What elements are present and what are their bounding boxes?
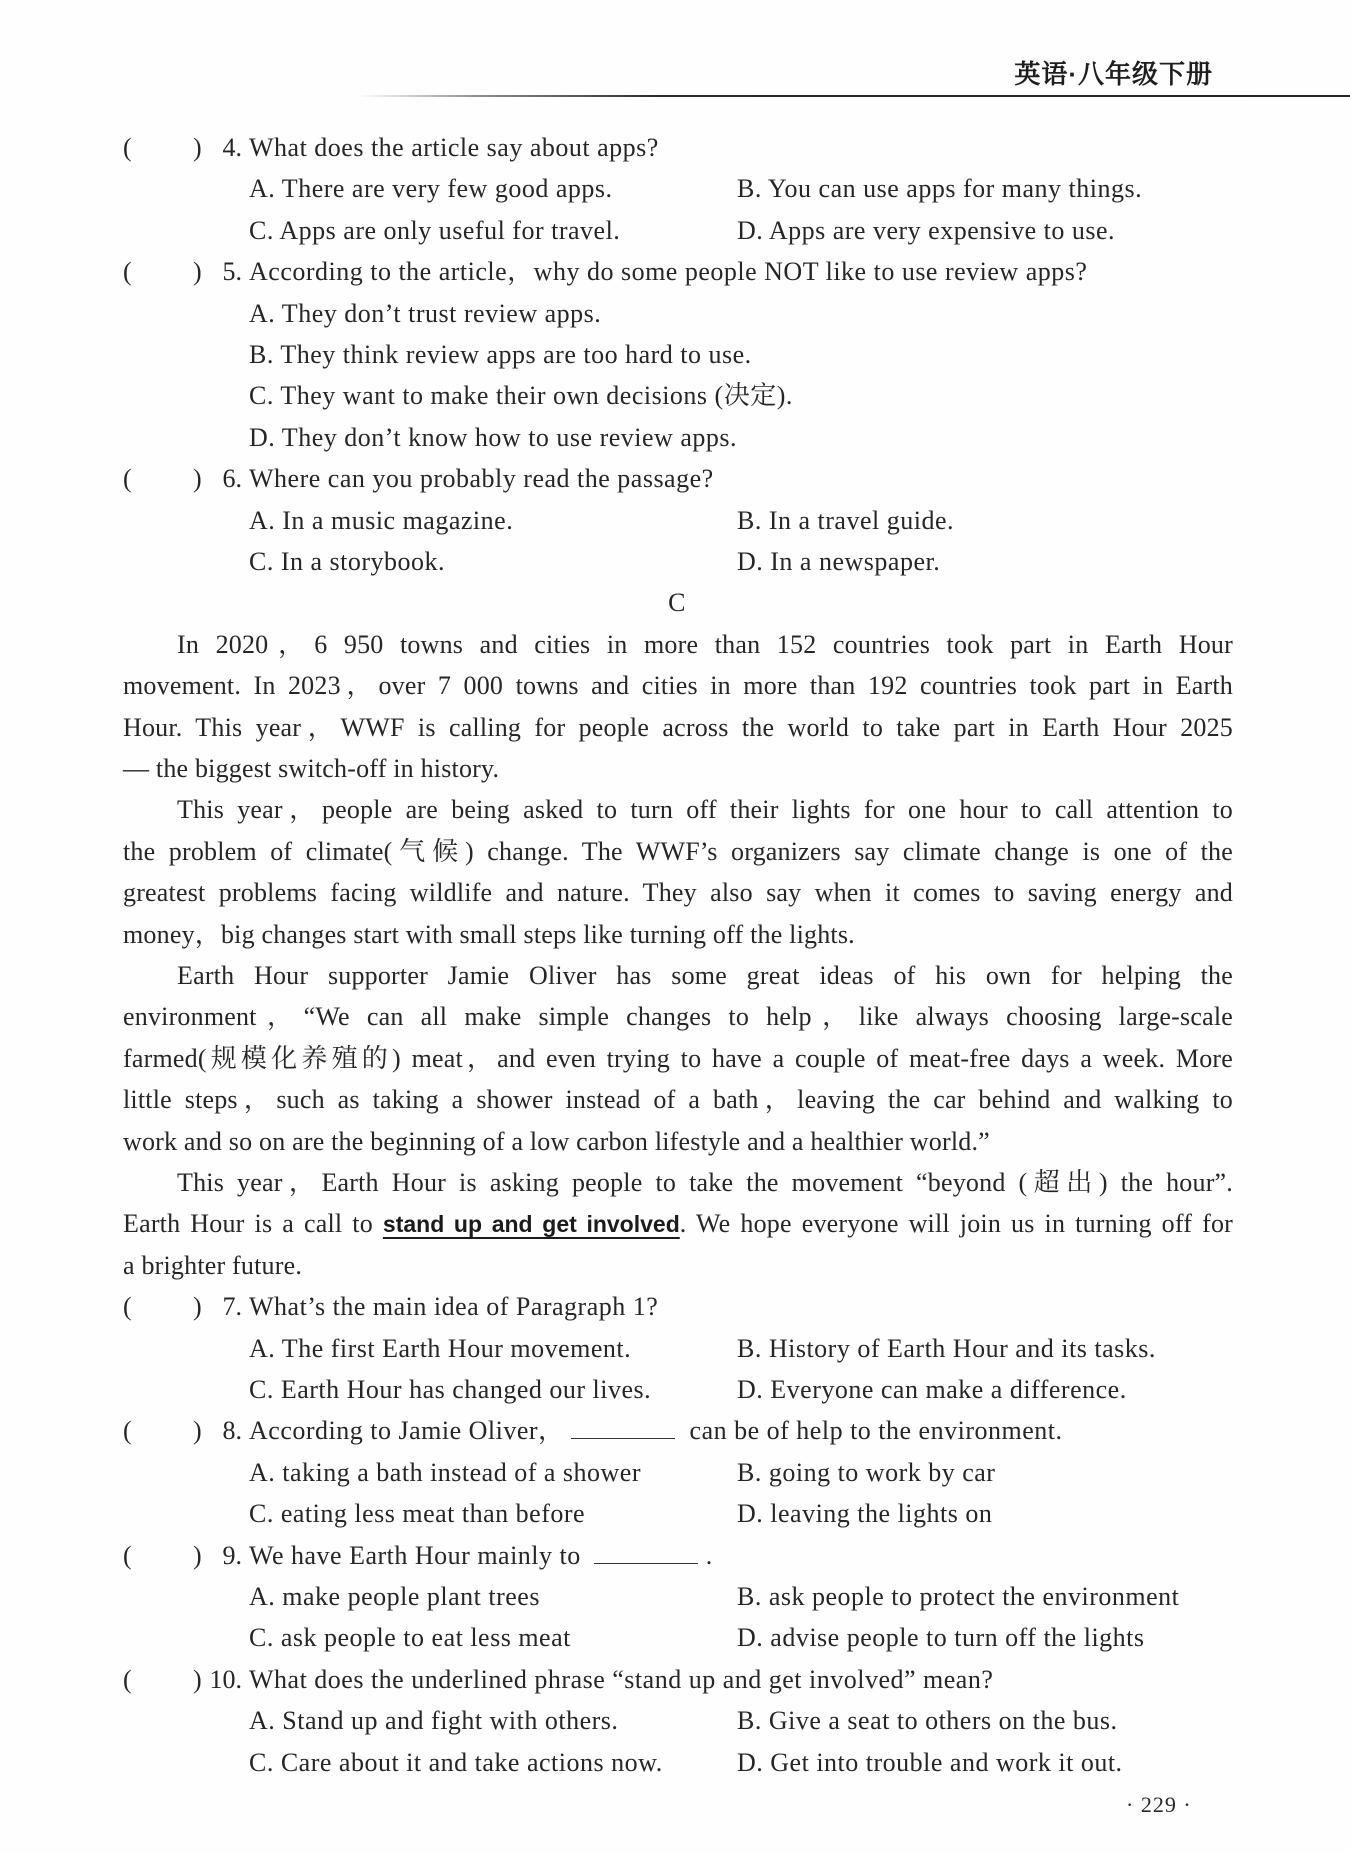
answer-option: C. Care about it and take actions now. bbox=[249, 1747, 663, 1777]
question-stem: What’s the main idea of Paragraph 1? bbox=[249, 1292, 659, 1322]
answer-bracket-open: ( bbox=[123, 1292, 133, 1322]
options-row bbox=[0, 1452, 1350, 1493]
question-number: 10. bbox=[209, 1664, 242, 1694]
options-row bbox=[0, 293, 1350, 334]
options-row bbox=[0, 210, 1350, 251]
options-row bbox=[0, 417, 1350, 458]
question-stem-row bbox=[0, 1410, 1350, 1451]
answer-option: D. In a newspaper. bbox=[737, 547, 941, 576]
answer-option: D. Get into trouble and work it out. bbox=[737, 1747, 1123, 1777]
question-stem: According to the article，why do some people NOT like to use review apps? bbox=[249, 257, 1088, 287]
question-stem-row bbox=[0, 127, 1350, 168]
answer-bracket-open: ( bbox=[123, 133, 133, 162]
paragraph-line: This year，Earth Hour is asking people to take the movement “beyond (超出) the hour”. bbox=[177, 1168, 1233, 1197]
answer-option: A. make people plant trees bbox=[249, 1582, 540, 1611]
answer-bracket-open: ( bbox=[123, 1664, 133, 1694]
answer-option: C. eating less meat than before bbox=[249, 1499, 586, 1529]
paragraph-line: environment，“We can all make simple changes to help，like always choosing large-scale bbox=[123, 1002, 1233, 1032]
paragraph-line: farmed(规模化养殖的) meat，and even trying to have a couple of meat-free days a week. More bbox=[123, 1043, 1233, 1073]
options-row bbox=[0, 334, 1350, 375]
options-row bbox=[0, 1576, 1350, 1617]
answer-option: B. ask people to protect the environment bbox=[737, 1582, 1180, 1611]
paragraph-line: money，big changes start with small steps like turning off the lights. bbox=[123, 919, 855, 949]
answer-option: B. going to work by car bbox=[737, 1457, 996, 1487]
paragraph-line: greatest problems facing wildlife and nature. They also say when it comes to saving energy and bbox=[123, 878, 1233, 908]
paragraph-line: Earth Hour supporter Jamie Oliver has some great ideas of his own for helping the bbox=[177, 961, 1233, 990]
answer-option: A. The first Earth Hour movement. bbox=[249, 1333, 632, 1363]
paragraph-line: — the biggest switch-off in history. bbox=[123, 754, 500, 783]
answer-option: C. In a storybook. bbox=[249, 547, 446, 576]
options-row bbox=[0, 1493, 1350, 1534]
answer-blank bbox=[571, 1414, 675, 1439]
page-number: · 229 · bbox=[1126, 1792, 1192, 1817]
question-number: 6. bbox=[222, 464, 242, 494]
answer-bracket-open: ( bbox=[123, 1540, 133, 1570]
answer-bracket-open: ( bbox=[123, 257, 133, 287]
line-text-after: . We hope everyone will join us in turning off for bbox=[679, 1209, 1233, 1239]
question-stem: Where can you probably read the passage? bbox=[249, 464, 714, 494]
options-row bbox=[0, 1700, 1350, 1741]
question-number: 7. bbox=[222, 1292, 242, 1322]
answer-bracket-open: ( bbox=[123, 464, 133, 494]
question-stem bbox=[249, 1535, 713, 1576]
options-row bbox=[0, 1369, 1350, 1410]
paragraph-line: little steps，such as taking a shower instead of a bath，leaving the car behind and walking to bbox=[123, 1085, 1233, 1115]
question-stem: What does the underlined phrase “stand up and get involved” mean? bbox=[249, 1664, 994, 1694]
paragraph-line: Hour. This year，WWF is calling for people across the world to take part in Earth Hour 2025 bbox=[123, 712, 1233, 742]
question-stem-row bbox=[0, 1535, 1350, 1576]
answer-option: A. In a music magazine. bbox=[249, 505, 514, 535]
header-divider bbox=[359, 95, 1350, 97]
options-row bbox=[0, 541, 1350, 582]
paragraph-line: movement. In 2023，over 7 000 towns and cities in more than 192 countries took part in Earth bbox=[123, 671, 1233, 701]
question-stem-row bbox=[0, 458, 1350, 499]
question-stem-row bbox=[0, 1659, 1350, 1700]
paragraph-line: This year，people are being asked to turn off their lights for one hour to call attention to bbox=[177, 795, 1233, 825]
answer-option: B. Give a seat to others on the bus. bbox=[737, 1706, 1118, 1736]
answer-option: C. They want to make their own decisions (决定). bbox=[249, 381, 793, 411]
book-title-header: 英语·八年级下册 bbox=[1014, 59, 1213, 89]
answer-option: A. taking a bath instead of a shower bbox=[249, 1457, 642, 1487]
question-stem-row bbox=[0, 251, 1350, 292]
answer-bracket-close: ) bbox=[193, 464, 203, 494]
question-number: 5. bbox=[222, 257, 242, 287]
answer-option: C. Earth Hour has changed our lives. bbox=[249, 1375, 652, 1404]
question-number: 9. bbox=[222, 1540, 242, 1570]
passage-heading-row bbox=[0, 582, 1350, 623]
passage-label: C bbox=[668, 588, 686, 618]
answer-option: D. They don’t know how to use review apps. bbox=[249, 422, 737, 452]
answer-bracket-close: ) bbox=[193, 1664, 203, 1694]
paragraph-line: the problem of climate(气候) change. The WWF’s organizers say climate change is one of the bbox=[123, 836, 1233, 866]
question-stem: What does the article say about apps? bbox=[249, 133, 659, 162]
answer-option: C. Apps are only useful for travel. bbox=[249, 215, 621, 245]
answer-option: A. Stand up and fight with others. bbox=[249, 1706, 619, 1736]
answer-option: D. advise people to turn off the lights bbox=[737, 1623, 1145, 1653]
paragraph-line: a brighter future. bbox=[123, 1250, 303, 1280]
options-row bbox=[0, 1742, 1350, 1783]
line-text-before: Earth Hour is a call to bbox=[123, 1209, 383, 1239]
question-stem bbox=[249, 1410, 1062, 1451]
question-stem-row bbox=[0, 1286, 1350, 1327]
answer-option: D. Everyone can make a difference. bbox=[737, 1375, 1127, 1404]
question-number: 4. bbox=[222, 133, 242, 162]
question-stem-before-blank: According to Jamie Oliver， bbox=[249, 1416, 565, 1446]
answer-bracket-close: ) bbox=[193, 1416, 203, 1446]
answer-bracket-close: ) bbox=[193, 1292, 203, 1322]
question-stem-before-blank: We have Earth Hour mainly to bbox=[249, 1540, 588, 1570]
paragraph-line: In 2020，6 950 towns and cities in more than 152 countries took part in Earth Hour bbox=[177, 629, 1233, 659]
options-row bbox=[0, 168, 1350, 209]
answer-option: D. leaving the lights on bbox=[737, 1499, 993, 1529]
question-stem-after-blank: . bbox=[705, 1540, 713, 1570]
answer-option: B. In a travel guide. bbox=[737, 505, 954, 535]
question-stem-after-blank: can be of help to the environment. bbox=[682, 1416, 1063, 1446]
answer-bracket-open: ( bbox=[123, 1416, 133, 1446]
answer-option: A. They don’t trust review apps. bbox=[249, 298, 602, 328]
answer-bracket-close: ) bbox=[193, 133, 203, 162]
options-row bbox=[0, 500, 1350, 541]
options-row bbox=[0, 1328, 1350, 1369]
options-row bbox=[0, 1617, 1350, 1658]
answer-bracket-close: ) bbox=[193, 257, 203, 287]
answer-option: C. ask people to eat less meat bbox=[249, 1623, 571, 1653]
paragraph-line: work and so on are the beginning of a low carbon lifestyle and a healthier world.” bbox=[123, 1126, 990, 1156]
answer-option: B. You can use apps for many things. bbox=[737, 174, 1143, 204]
answer-bracket-close: ) bbox=[193, 1540, 203, 1570]
answer-blank bbox=[594, 1539, 698, 1564]
question-number: 8. bbox=[222, 1416, 242, 1446]
answer-option: A. There are very few good apps. bbox=[249, 174, 613, 204]
answer-option: D. Apps are very expensive to use. bbox=[737, 215, 1116, 245]
options-row bbox=[0, 375, 1350, 416]
paragraph-line bbox=[123, 1203, 1233, 1245]
answer-option: B. History of Earth Hour and its tasks. bbox=[737, 1333, 1156, 1363]
underlined-phrase: stand up and get involved bbox=[382, 1211, 680, 1238]
answer-option: B. They think review apps are too hard to use. bbox=[249, 340, 752, 369]
